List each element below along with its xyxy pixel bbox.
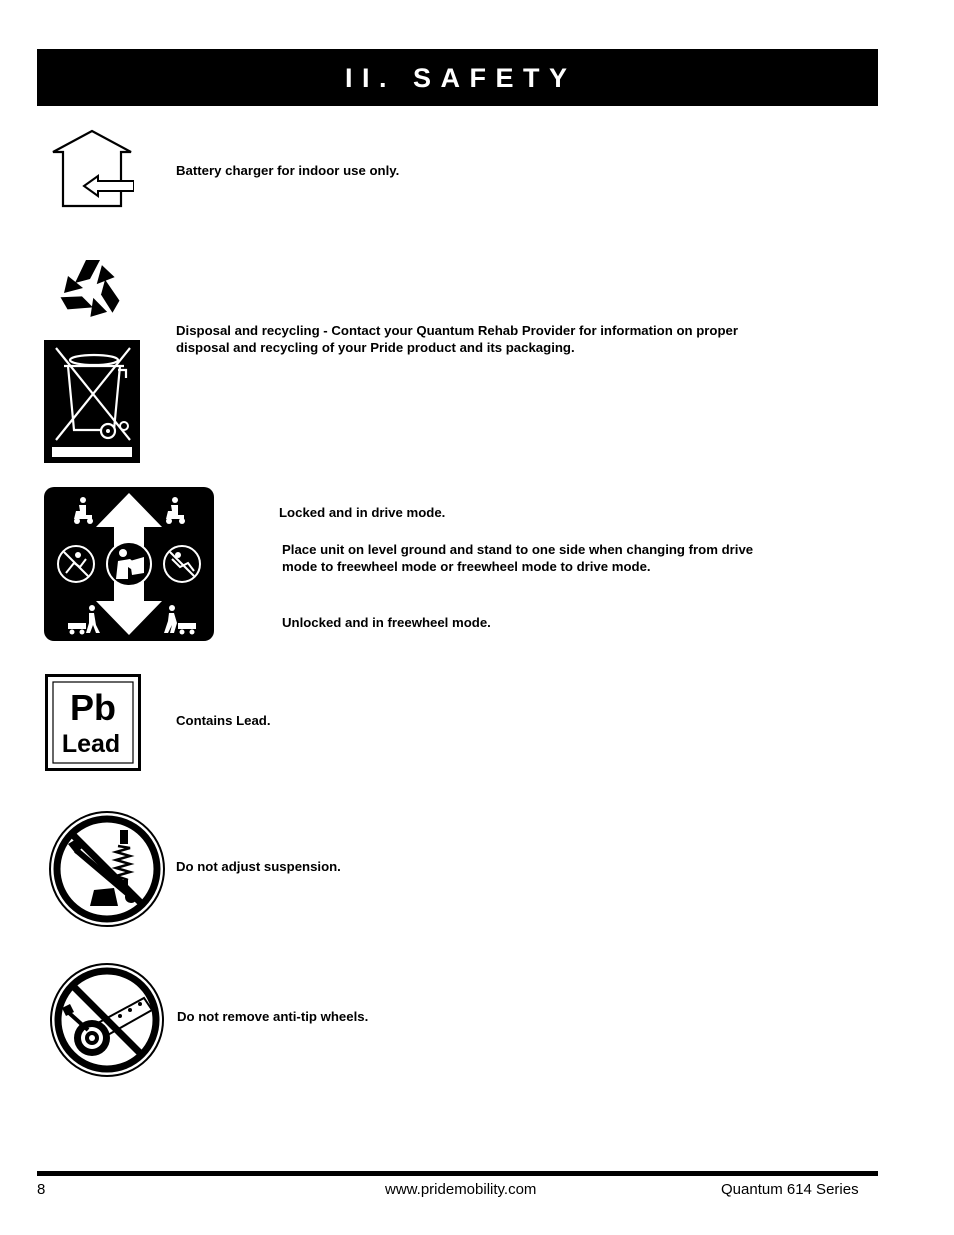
- product-series: Quantum 614 Series: [721, 1181, 859, 1198]
- footer-rule: [37, 1171, 878, 1176]
- no-adjust-suspension-caption: Do not adjust suspension.: [176, 859, 341, 874]
- freewheel-instruction-line2: mode to freewheel mode or freewheel mode to drive mode.: [282, 559, 651, 574]
- section-header-bar: [37, 49, 878, 106]
- disposal-caption-line2: disposal and recycling of your Pride product and its packaging.: [176, 340, 575, 355]
- page-number: 8: [37, 1181, 46, 1198]
- website-link[interactable]: www.pridemobility.com: [385, 1181, 537, 1198]
- freewheel-instruction-line1: Place unit on level ground and stand to one side when changing from drive: [282, 542, 754, 557]
- lead-icon: [45, 674, 141, 771]
- indoor-use-caption: Battery charger for indoor use only.: [176, 163, 400, 178]
- locked-drive-caption: Locked and in drive mode.: [279, 505, 446, 520]
- lead-word: Lead: [61, 730, 121, 758]
- freewheel-drive-mode-icon: [44, 487, 214, 641]
- no-remove-antitip-caption: Do not remove anti-tip wheels.: [177, 1009, 369, 1024]
- disposal-caption-line1: Disposal and recycling - Contact your Quantum Rehab Provider for information on proper: [176, 323, 739, 338]
- indoor-use-icon: [50, 128, 134, 210]
- section-title: II. SAFETY: [345, 63, 577, 93]
- no-remove-antitip-icon: [48, 962, 166, 1078]
- recycling-icon: [51, 250, 131, 328]
- contains-lead-caption: Contains Lead.: [176, 713, 271, 728]
- no-adjust-suspension-icon: [48, 810, 166, 928]
- lead-symbol: Pb: [69, 687, 117, 728]
- crossed-out-bin-icon: [44, 340, 140, 463]
- unlocked-freewheel-caption: Unlocked and in freewheel mode.: [282, 615, 491, 630]
